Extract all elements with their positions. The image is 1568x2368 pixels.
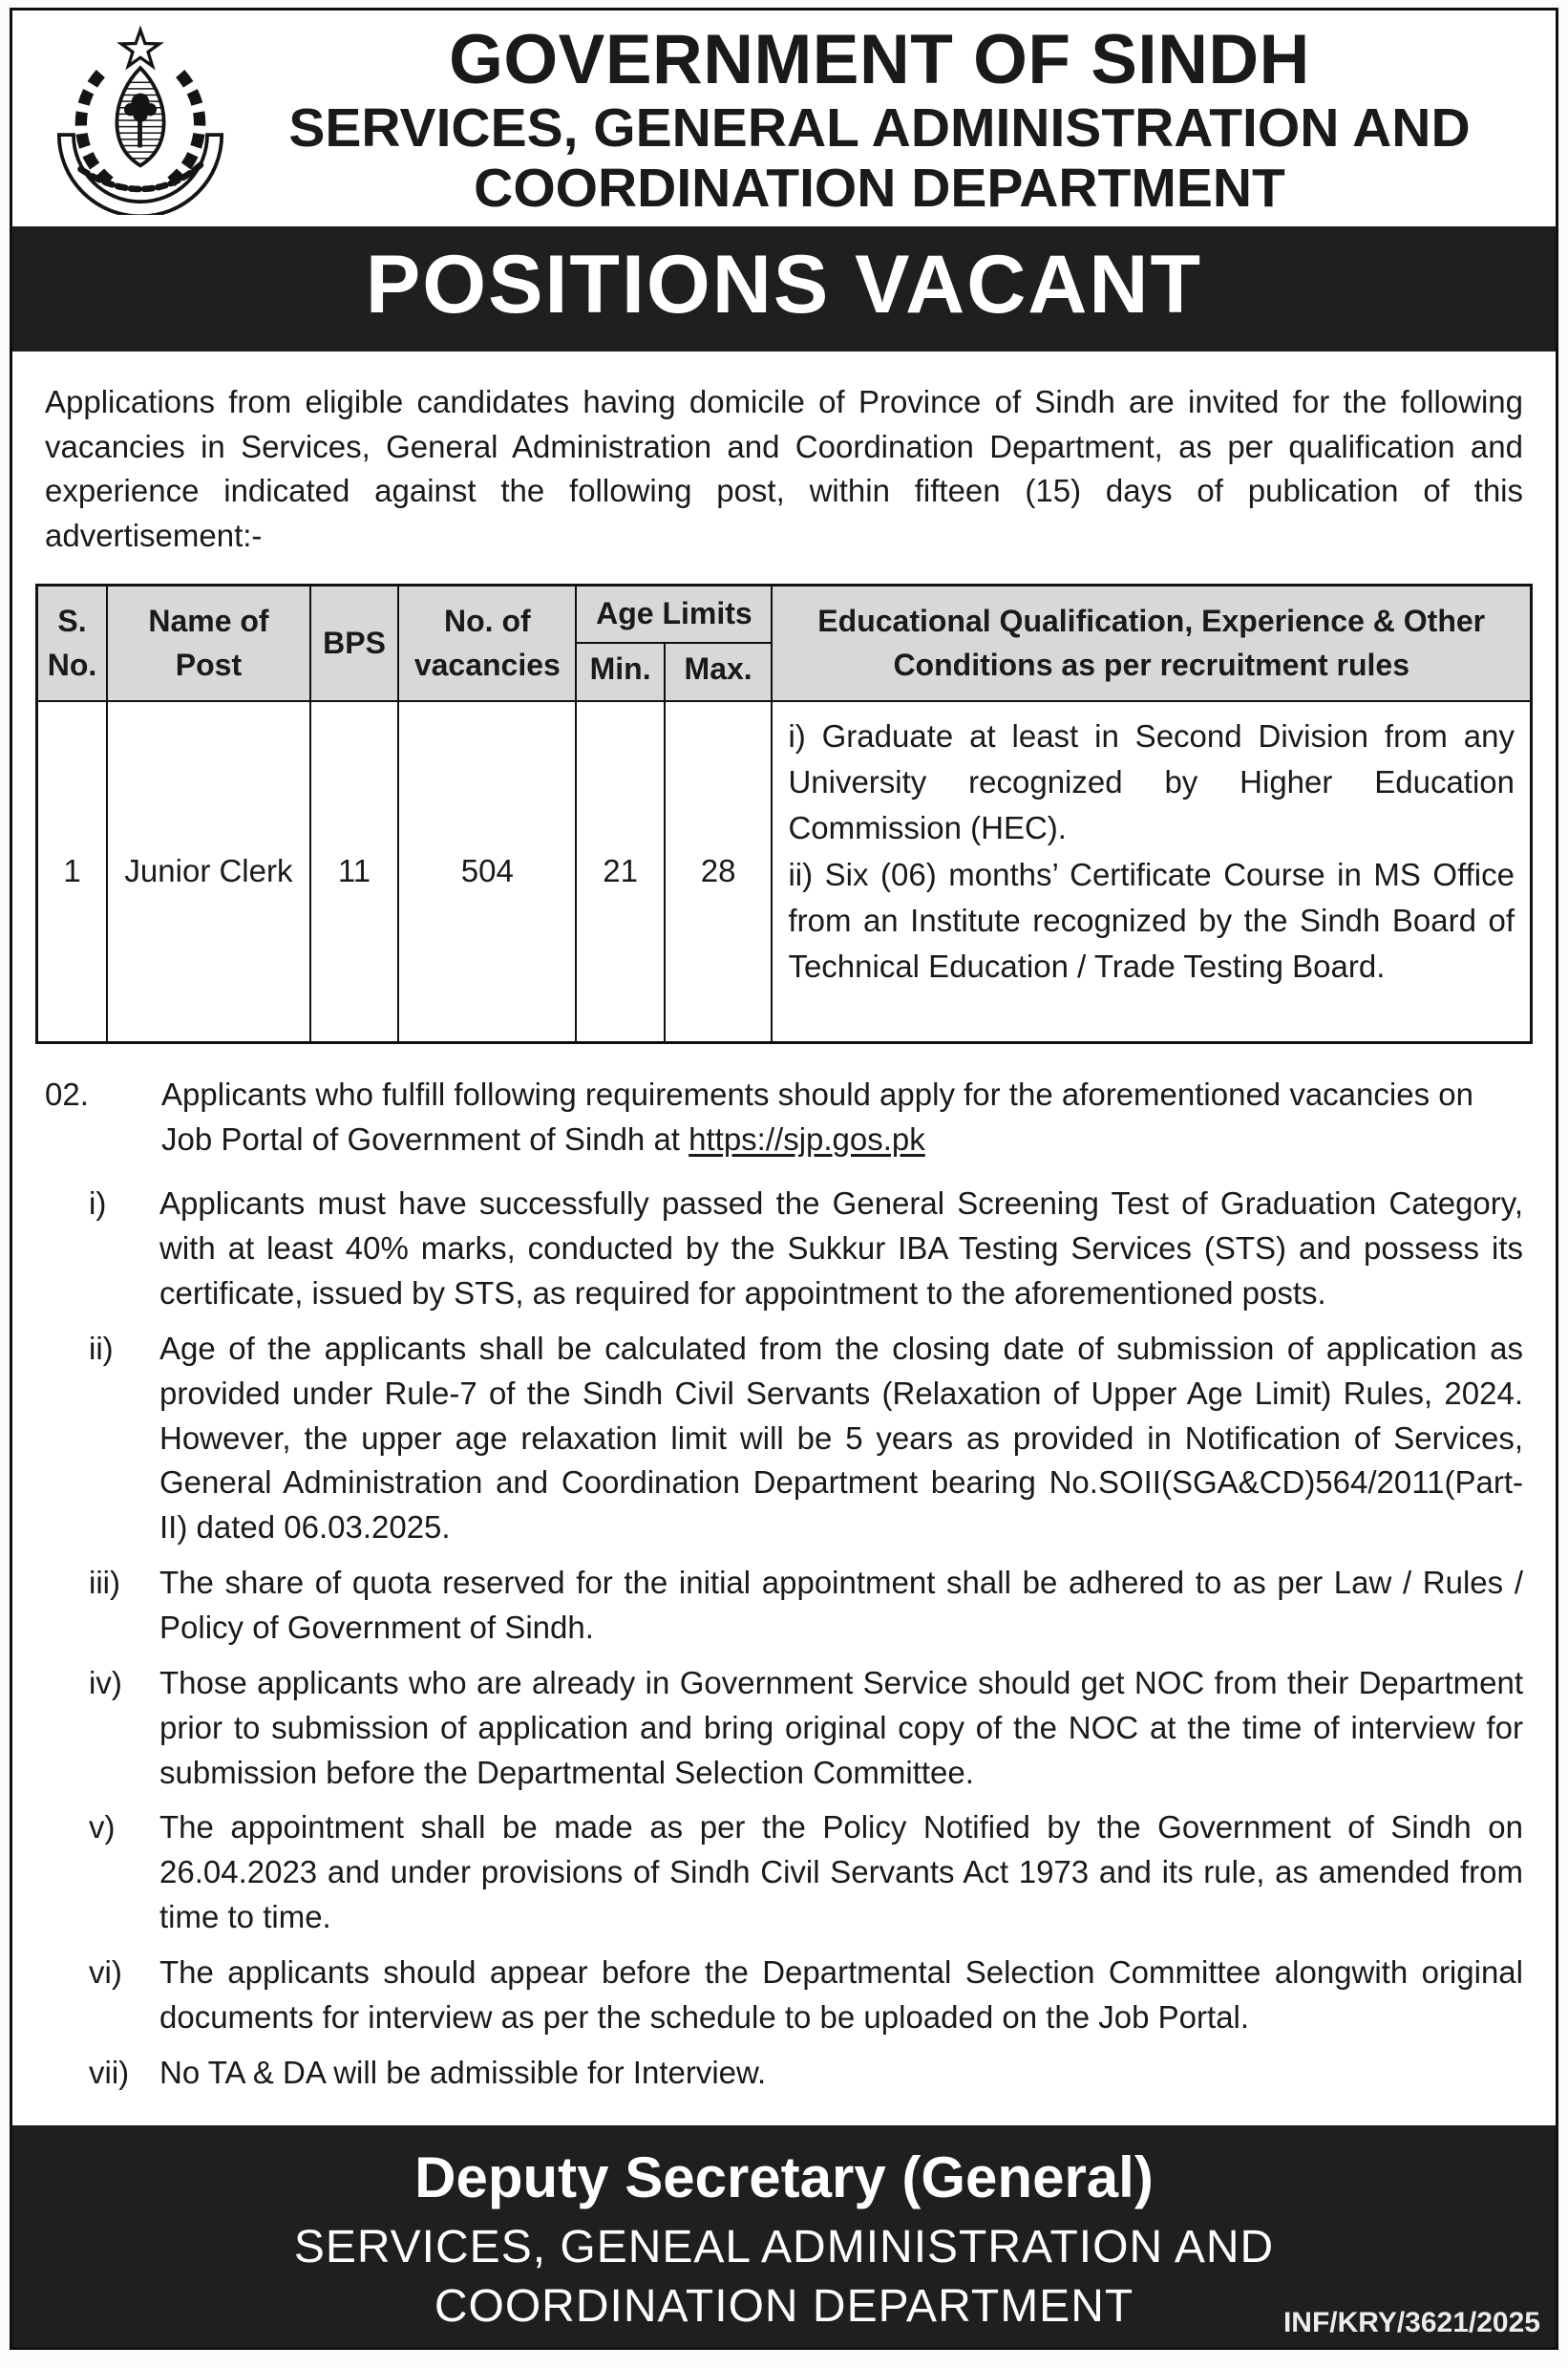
cell-sno: 1 bbox=[37, 701, 108, 1043]
clause-02 bbox=[45, 1073, 1523, 1163]
intro-paragraph: Applications from eligible candidates having domicile of Province of Sindh are invited for the following vacancies in Services, General Administration and Coordination Department, as per qualification and experience indicated against the following post, within fifteen (15) days of publication of this advertisement:- bbox=[45, 383, 1523, 554]
cell-age-max: 28 bbox=[665, 701, 773, 1043]
list-item-vii bbox=[35, 2051, 1523, 2096]
job-portal-link[interactable]: https://sjp.gos.pk bbox=[689, 1121, 925, 1158]
footer-signature-block bbox=[12, 2125, 1556, 2347]
qualification-item-ii: ii) Six (06) months’ Certificate Course in MS Office from an Institute recognized by the Sindh Board of Technical Education / Trade Testing Board. bbox=[788, 856, 1515, 984]
list-item-i bbox=[35, 1182, 1523, 1316]
col-header-sno: S. No. bbox=[37, 586, 108, 701]
col-header-name-of-post: Name of Post bbox=[107, 586, 310, 701]
item-label: iv) bbox=[89, 1664, 122, 1700]
title-coordination-line: COORDINATION DEPARTMENT bbox=[474, 157, 1285, 219]
content bbox=[12, 352, 1556, 2125]
item-label: v) bbox=[89, 1809, 116, 1845]
col-header-vacancies: No. of vacancies bbox=[398, 586, 576, 701]
col-header-qualification: Educational Qualification, Experience & Other Conditions as per recruitment rules bbox=[772, 586, 1531, 701]
col-header-age-min: Min. bbox=[576, 643, 664, 701]
vacancies-table-header bbox=[37, 586, 1532, 701]
item-label: i) bbox=[89, 1185, 107, 1222]
title-services-line: SERVICES, GENERAL ADMINISTRATION AND bbox=[288, 97, 1471, 160]
list-item-iii bbox=[35, 1561, 1523, 1651]
cell-bps: 11 bbox=[310, 701, 398, 1043]
list-item-v bbox=[35, 1805, 1523, 1940]
item-text: The share of quota reserved for the initial appointment shall be adhered to as per Law / Rules / Policy of Government of Sindh. bbox=[159, 1565, 1523, 1645]
clause-02-number: 02. bbox=[45, 1077, 89, 1113]
clause-02-text bbox=[161, 1073, 1523, 1163]
vacancies-table bbox=[35, 584, 1533, 1044]
col-header-bps: BPS bbox=[310, 586, 398, 701]
table-row-junior-clerk bbox=[37, 701, 1532, 1043]
item-text: No TA & DA will be admissible for Interview. bbox=[159, 2054, 767, 2090]
cell-vacancies: 504 bbox=[398, 701, 576, 1043]
title-government-of-sindh: GOVERNMENT OF SINDH bbox=[449, 21, 1310, 98]
footer-department-line2: COORDINATION DEPARTMENT bbox=[434, 2280, 1134, 2332]
item-text: Those applicants who are already in Government Service should get NOC from their Department prior to submission of application and bring original copy of the NOC at the time of interview for submission before the Departmental Selection Committee. bbox=[159, 1664, 1523, 1790]
advertisement-reference-number: INF/KRY/3621/2025 bbox=[1282, 2307, 1540, 2338]
header bbox=[12, 11, 1556, 226]
list-item-vi bbox=[35, 1951, 1523, 2040]
conditions-list bbox=[35, 1182, 1523, 2095]
footer-department-line1: SERVICES, GENEAL ADMINISTRATION AND bbox=[293, 2222, 1275, 2273]
signatory-title: Deputy Secretary (General) bbox=[414, 2145, 1154, 2210]
cell-qualification bbox=[772, 701, 1531, 1043]
item-label: vi) bbox=[89, 1953, 122, 1990]
item-text: The applicants should appear before the Departmental Selection Committee alongwith original documents for interview as per the schedule to be uploaded on the Job Portal. bbox=[159, 1953, 1523, 2035]
sindh-government-crest-logo bbox=[39, 26, 242, 215]
item-label: ii) bbox=[89, 1330, 114, 1366]
item-text: Age of the applicants shall be calculated from the closing date of submission of application as provided under Rule-7 of the Sindh Civil Servants (Relaxation of Upper Age Limit) Rules, 2024. However, the upper age relaxation limit will be 5 years as provided in Notification of Services, General Administration and Coordination Department bearing No.SOII(SGA&CD)564/2011(Part-II) dated 06.03.2025. bbox=[159, 1330, 1523, 1546]
advertisement-frame bbox=[10, 8, 1558, 2350]
department-titles bbox=[242, 22, 1531, 219]
cell-age-min: 21 bbox=[576, 701, 664, 1043]
qualification-item-i: i) Graduate at least in Second Division from any University recognized by Higher Education Commission (HEC). bbox=[788, 717, 1515, 846]
list-item-iv bbox=[35, 1661, 1523, 1796]
positions-vacant-banner: POSITIONS VACANT bbox=[12, 226, 1556, 352]
col-header-age-max: Max. bbox=[665, 643, 773, 701]
item-text: The appointment shall be made as per the Policy Notified by the Government of Sindh on 26.04.2023 and under provisions of Sindh Civil Servants Act 1973 and its rule, as amended from time to time. bbox=[159, 1809, 1523, 1935]
clause-02-body: Applicants who fulfill following requirements should apply for the aforementioned vacancies on Job Portal of Government of Sindh at bbox=[161, 1077, 1473, 1158]
item-label: vii) bbox=[89, 2054, 130, 2090]
cell-post-name: Junior Clerk bbox=[107, 701, 310, 1043]
item-label: iii) bbox=[89, 1565, 120, 1601]
col-header-age-limits: Age Limits bbox=[576, 586, 772, 643]
list-item-ii bbox=[35, 1327, 1523, 1550]
item-text: Applicants must have successfully passed the General Screening Test of Graduation Category, with at least 40% marks, conducted by the Sukkur IBA Testing Services (STS) and possess its certificate, issued by STS, as required for appointment to the aforementioned posts. bbox=[159, 1185, 1523, 1311]
